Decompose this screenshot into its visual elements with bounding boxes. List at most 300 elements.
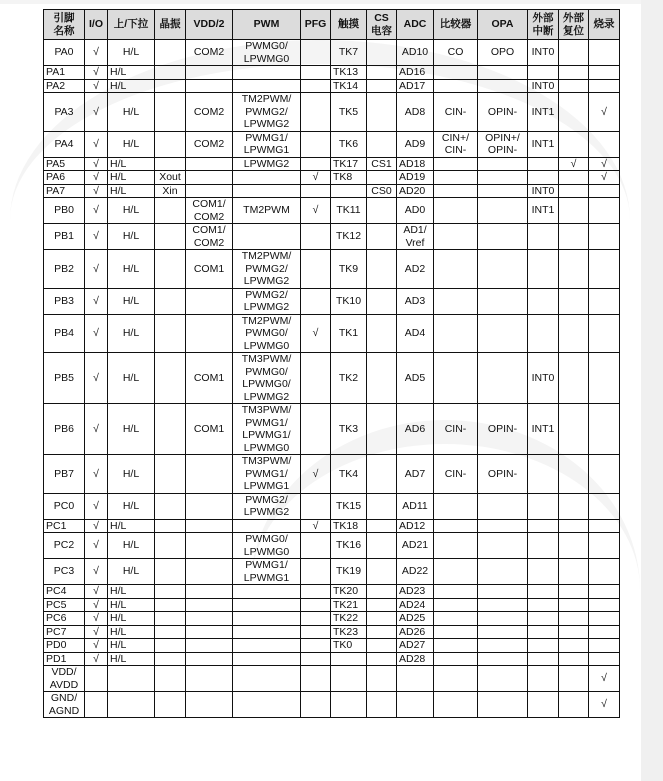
- cell-external-interrupt: [528, 533, 559, 559]
- cell-opa: [478, 692, 528, 718]
- page-top-margin: [0, 0, 663, 4]
- cell-pin-name: PA6: [44, 171, 85, 185]
- cell-opa: [478, 184, 528, 198]
- column-header-io: I/O: [85, 10, 108, 40]
- cell-programming: [589, 585, 620, 599]
- cell-programming: [589, 598, 620, 612]
- cell-external-reset: [559, 612, 589, 626]
- cell-io: √: [85, 639, 108, 653]
- cell-crystal: [155, 288, 186, 314]
- cell-pull-up-down: H/L: [108, 131, 155, 157]
- cell-pull-up-down: [108, 692, 155, 718]
- cell-adc: AD26: [397, 625, 434, 639]
- cell-external-interrupt: [528, 66, 559, 80]
- cell-crystal: [155, 224, 186, 250]
- cell-pwm: TM3PWM/ PWMG1/ LPWMG1/ LPWMG0: [233, 404, 301, 455]
- cell-programming: [589, 625, 620, 639]
- cell-pfg: √: [301, 455, 331, 494]
- cell-external-reset: [559, 639, 589, 653]
- cell-io: √: [85, 131, 108, 157]
- cell-vdd-half: [186, 652, 233, 666]
- cell-comparator: [434, 66, 478, 80]
- cell-pin-name: PB0: [44, 198, 85, 224]
- cell-crystal: [155, 131, 186, 157]
- cell-adc: AD3: [397, 288, 434, 314]
- cell-io: √: [85, 157, 108, 171]
- cell-external-interrupt: [528, 639, 559, 653]
- cell-crystal: [155, 598, 186, 612]
- cell-crystal: [155, 198, 186, 224]
- cell-crystal: [155, 559, 186, 585]
- cell-touch: TK18: [331, 519, 367, 533]
- cell-touch: [331, 666, 367, 692]
- cell-touch: TK6: [331, 131, 367, 157]
- cell-touch: TK14: [331, 79, 367, 93]
- cell-external-interrupt: [528, 224, 559, 250]
- cell-opa: [478, 625, 528, 639]
- cell-touch: TK12: [331, 224, 367, 250]
- cell-pull-up-down: H/L: [108, 40, 155, 66]
- cell-cs-capacitor: [367, 559, 397, 585]
- cell-pin-name: PC0: [44, 493, 85, 519]
- cell-external-interrupt: INT0: [528, 40, 559, 66]
- cell-comparator: [434, 250, 478, 289]
- cell-cs-capacitor: [367, 692, 397, 718]
- cell-touch: TK23: [331, 625, 367, 639]
- cell-touch: TK20: [331, 585, 367, 599]
- cell-external-reset: [559, 353, 589, 404]
- cell-crystal: [155, 652, 186, 666]
- cell-comparator: [434, 519, 478, 533]
- table-row: [44, 519, 620, 533]
- cell-programming: [589, 184, 620, 198]
- cell-cs-capacitor: [367, 404, 397, 455]
- column-header-pull-up-down: 上/下拉: [108, 10, 155, 40]
- column-header-external-interrupt: 外部 中断: [528, 10, 559, 40]
- cell-pin-name: PC6: [44, 612, 85, 626]
- cell-pin-name: PB3: [44, 288, 85, 314]
- cell-vdd-half: [186, 598, 233, 612]
- cell-io: √: [85, 198, 108, 224]
- table-row: [44, 353, 620, 404]
- cell-io: [85, 692, 108, 718]
- cell-pwm: [233, 612, 301, 626]
- cell-cs-capacitor: [367, 198, 397, 224]
- cell-opa: [478, 666, 528, 692]
- cell-external-reset: [559, 184, 589, 198]
- cell-pin-name: PB1: [44, 224, 85, 250]
- cell-pull-up-down: H/L: [108, 79, 155, 93]
- cell-adc: AD23: [397, 585, 434, 599]
- cell-pfg: [301, 652, 331, 666]
- cell-adc: AD9: [397, 131, 434, 157]
- cell-pwm: [233, 224, 301, 250]
- cell-touch: TK3: [331, 404, 367, 455]
- cell-programming: [589, 404, 620, 455]
- cell-adc: AD19: [397, 171, 434, 185]
- table-header-row: [44, 10, 620, 40]
- cell-pfg: [301, 493, 331, 519]
- cell-pfg: √: [301, 314, 331, 353]
- cell-pwm: PWMG1/ LPWMG1: [233, 131, 301, 157]
- cell-touch: TK9: [331, 250, 367, 289]
- cell-pull-up-down: H/L: [108, 404, 155, 455]
- table-row: [44, 314, 620, 353]
- cell-io: √: [85, 625, 108, 639]
- cell-external-interrupt: [528, 666, 559, 692]
- cell-pin-name: PA7: [44, 184, 85, 198]
- column-header-cs-capacitor: CS 电容: [367, 10, 397, 40]
- cell-io: [85, 666, 108, 692]
- cell-comparator: CO: [434, 40, 478, 66]
- cell-pfg: [301, 585, 331, 599]
- cell-external-interrupt: [528, 625, 559, 639]
- cell-opa: [478, 598, 528, 612]
- cell-comparator: [434, 314, 478, 353]
- cell-external-reset: [559, 288, 589, 314]
- cell-cs-capacitor: [367, 666, 397, 692]
- cell-cs-capacitor: [367, 93, 397, 132]
- cell-pin-name: PB7: [44, 455, 85, 494]
- cell-pfg: [301, 404, 331, 455]
- cell-programming: [589, 353, 620, 404]
- column-header-external-reset: 外部 复位: [559, 10, 589, 40]
- cell-pfg: [301, 79, 331, 93]
- cell-pin-name: PA3: [44, 93, 85, 132]
- cell-comparator: CIN+/ CIN-: [434, 131, 478, 157]
- cell-opa: OPIN+/ OPIN-: [478, 131, 528, 157]
- cell-adc: AD2: [397, 250, 434, 289]
- cell-comparator: [434, 533, 478, 559]
- table-row: [44, 131, 620, 157]
- cell-programming: [589, 250, 620, 289]
- cell-cs-capacitor: [367, 652, 397, 666]
- cell-pull-up-down: H/L: [108, 625, 155, 639]
- cell-external-interrupt: [528, 692, 559, 718]
- cell-pfg: [301, 131, 331, 157]
- table-row: [44, 288, 620, 314]
- cell-vdd-half: [186, 559, 233, 585]
- cell-io: √: [85, 493, 108, 519]
- cell-pin-name: PA0: [44, 40, 85, 66]
- cell-io: √: [85, 612, 108, 626]
- cell-opa: OPIN-: [478, 404, 528, 455]
- cell-opa: [478, 250, 528, 289]
- cell-opa: OPIN-: [478, 93, 528, 132]
- cell-pwm: LPWMG2: [233, 157, 301, 171]
- cell-vdd-half: [186, 585, 233, 599]
- cell-pfg: [301, 559, 331, 585]
- cell-pull-up-down: H/L: [108, 585, 155, 599]
- table-row: [44, 639, 620, 653]
- cell-pfg: [301, 353, 331, 404]
- table-row: [44, 93, 620, 132]
- cell-pin-name: PA1: [44, 66, 85, 80]
- cell-adc: AD25: [397, 612, 434, 626]
- cell-opa: [478, 157, 528, 171]
- cell-comparator: [434, 184, 478, 198]
- cell-comparator: [434, 171, 478, 185]
- cell-touch: [331, 692, 367, 718]
- cell-pin-name: GND/ AGND: [44, 692, 85, 718]
- cell-opa: [478, 224, 528, 250]
- cell-external-interrupt: [528, 559, 559, 585]
- cell-opa: [478, 519, 528, 533]
- cell-programming: [589, 314, 620, 353]
- cell-opa: [478, 198, 528, 224]
- cell-comparator: [434, 666, 478, 692]
- cell-vdd-half: COM1/ COM2: [186, 198, 233, 224]
- cell-programming: [589, 79, 620, 93]
- cell-programming: [589, 519, 620, 533]
- cell-crystal: Xin: [155, 184, 186, 198]
- cell-external-reset: [559, 692, 589, 718]
- column-header-comparator: 比较器: [434, 10, 478, 40]
- cell-pull-up-down: H/L: [108, 519, 155, 533]
- cell-external-interrupt: [528, 157, 559, 171]
- cell-comparator: [434, 493, 478, 519]
- table-row: [44, 455, 620, 494]
- cell-vdd-half: [186, 493, 233, 519]
- cell-pull-up-down: H/L: [108, 559, 155, 585]
- cell-vdd-half: COM2: [186, 93, 233, 132]
- cell-external-interrupt: [528, 519, 559, 533]
- cell-pin-name: PA5: [44, 157, 85, 171]
- cell-pfg: [301, 612, 331, 626]
- cell-opa: [478, 171, 528, 185]
- cell-pin-name: PC2: [44, 533, 85, 559]
- cell-opa: [478, 79, 528, 93]
- cell-pin-name: PB4: [44, 314, 85, 353]
- cell-io: √: [85, 93, 108, 132]
- cell-pin-name: PC7: [44, 625, 85, 639]
- cell-crystal: [155, 66, 186, 80]
- cell-adc: AD4: [397, 314, 434, 353]
- cell-comparator: CIN-: [434, 404, 478, 455]
- cell-pull-up-down: H/L: [108, 157, 155, 171]
- cell-pwm: PWMG2/ LPWMG2: [233, 493, 301, 519]
- cell-pull-up-down: H/L: [108, 598, 155, 612]
- cell-crystal: [155, 533, 186, 559]
- cell-external-interrupt: [528, 493, 559, 519]
- cell-pfg: √: [301, 198, 331, 224]
- cell-io: √: [85, 404, 108, 455]
- cell-io: √: [85, 559, 108, 585]
- cell-comparator: [434, 612, 478, 626]
- cell-crystal: [155, 250, 186, 289]
- cell-pull-up-down: H/L: [108, 224, 155, 250]
- cell-programming: [589, 288, 620, 314]
- column-header-pin-name: 引脚 名称: [44, 10, 85, 40]
- cell-pwm: [233, 519, 301, 533]
- table-row: [44, 598, 620, 612]
- cell-opa: [478, 612, 528, 626]
- cell-pwm: [233, 639, 301, 653]
- cell-programming: √: [589, 692, 620, 718]
- table-row: [44, 250, 620, 289]
- cell-cs-capacitor: CS0: [367, 184, 397, 198]
- cell-io: √: [85, 40, 108, 66]
- cell-pin-name: PA4: [44, 131, 85, 157]
- cell-pwm: PWMG2/ LPWMG2: [233, 288, 301, 314]
- column-header-crystal: 晶振: [155, 10, 186, 40]
- cell-vdd-half: COM1/ COM2: [186, 224, 233, 250]
- cell-pfg: [301, 533, 331, 559]
- cell-external-reset: [559, 455, 589, 494]
- cell-touch: TK8: [331, 171, 367, 185]
- cell-pull-up-down: H/L: [108, 288, 155, 314]
- cell-io: √: [85, 288, 108, 314]
- cell-pin-name: VDD/ AVDD: [44, 666, 85, 692]
- column-header-pfg: PFG: [301, 10, 331, 40]
- cell-crystal: [155, 519, 186, 533]
- cell-pwm: PWMG0/ LPWMG0: [233, 533, 301, 559]
- table-row: [44, 157, 620, 171]
- cell-opa: [478, 585, 528, 599]
- cell-external-reset: [559, 66, 589, 80]
- cell-touch: TK5: [331, 93, 367, 132]
- cell-crystal: [155, 493, 186, 519]
- cell-pull-up-down: H/L: [108, 250, 155, 289]
- cell-comparator: [434, 598, 478, 612]
- cell-comparator: [434, 652, 478, 666]
- cell-programming: [589, 198, 620, 224]
- cell-vdd-half: [186, 533, 233, 559]
- cell-adc: AD10: [397, 40, 434, 66]
- cell-external-interrupt: INT1: [528, 131, 559, 157]
- cell-pull-up-down: H/L: [108, 639, 155, 653]
- cell-pwm: TM2PWM/ PWMG2/ LPWMG2: [233, 250, 301, 289]
- cell-comparator: [434, 559, 478, 585]
- cell-comparator: [434, 198, 478, 224]
- cell-adc: AD20: [397, 184, 434, 198]
- cell-io: √: [85, 353, 108, 404]
- cell-pwm: [233, 692, 301, 718]
- cell-pwm: [233, 66, 301, 80]
- cell-cs-capacitor: [367, 288, 397, 314]
- pin-function-table: [43, 9, 620, 718]
- cell-io: √: [85, 455, 108, 494]
- cell-vdd-half: COM1: [186, 353, 233, 404]
- cell-pwm: [233, 171, 301, 185]
- cell-pull-up-down: H/L: [108, 198, 155, 224]
- cell-cs-capacitor: [367, 519, 397, 533]
- cell-pfg: [301, 666, 331, 692]
- cell-pwm: [233, 625, 301, 639]
- cell-opa: [478, 66, 528, 80]
- cell-vdd-half: COM2: [186, 131, 233, 157]
- table-row: [44, 66, 620, 80]
- cell-cs-capacitor: [367, 40, 397, 66]
- cell-programming: √: [589, 171, 620, 185]
- cell-pin-name: PD0: [44, 639, 85, 653]
- cell-io: √: [85, 598, 108, 612]
- cell-vdd-half: COM2: [186, 40, 233, 66]
- column-header-pwm: PWM: [233, 10, 301, 40]
- cell-vdd-half: [186, 639, 233, 653]
- cell-io: √: [85, 652, 108, 666]
- cell-comparator: [434, 692, 478, 718]
- cell-opa: [478, 652, 528, 666]
- cell-pull-up-down: H/L: [108, 533, 155, 559]
- cell-pwm: TM2PWM/ PWMG2/ LPWMG2: [233, 93, 301, 132]
- column-header-programming: 烧录: [589, 10, 620, 40]
- cell-pwm: TM3PWM/ PWMG1/ LPWMG1: [233, 455, 301, 494]
- cell-pwm: [233, 598, 301, 612]
- cell-pin-name: PD1: [44, 652, 85, 666]
- cell-touch: TK21: [331, 598, 367, 612]
- cell-programming: [589, 493, 620, 519]
- cell-pwm: [233, 79, 301, 93]
- cell-io: √: [85, 585, 108, 599]
- cell-programming: [589, 455, 620, 494]
- cell-external-reset: [559, 40, 589, 66]
- cell-opa: OPO: [478, 40, 528, 66]
- cell-pin-name: PB6: [44, 404, 85, 455]
- cell-pfg: [301, 625, 331, 639]
- cell-vdd-half: [186, 692, 233, 718]
- cell-pfg: [301, 93, 331, 132]
- cell-programming: [589, 533, 620, 559]
- cell-adc: AD18: [397, 157, 434, 171]
- cell-comparator: [434, 625, 478, 639]
- cell-touch: TK1: [331, 314, 367, 353]
- cell-external-interrupt: [528, 171, 559, 185]
- cell-crystal: [155, 93, 186, 132]
- cell-cs-capacitor: [367, 250, 397, 289]
- cell-external-interrupt: INT1: [528, 198, 559, 224]
- cell-touch: TK11: [331, 198, 367, 224]
- cell-pull-up-down: [108, 666, 155, 692]
- cell-external-reset: [559, 493, 589, 519]
- cell-cs-capacitor: [367, 171, 397, 185]
- cell-pwm: TM2PWM: [233, 198, 301, 224]
- cell-pull-up-down: H/L: [108, 493, 155, 519]
- cell-adc: AD27: [397, 639, 434, 653]
- cell-pin-name: PC1: [44, 519, 85, 533]
- cell-external-interrupt: [528, 585, 559, 599]
- cell-external-interrupt: INT1: [528, 93, 559, 132]
- cell-adc: AD6: [397, 404, 434, 455]
- cell-crystal: [155, 625, 186, 639]
- cell-pwm: TM2PWM/ PWMG0/ LPWMG0: [233, 314, 301, 353]
- cell-io: √: [85, 171, 108, 185]
- cell-pfg: [301, 157, 331, 171]
- cell-touch: TK13: [331, 66, 367, 80]
- column-header-touch: 触摸: [331, 10, 367, 40]
- cell-vdd-half: COM1: [186, 250, 233, 289]
- cell-vdd-half: [186, 455, 233, 494]
- cell-adc: AD28: [397, 652, 434, 666]
- cell-adc: AD1/ Vref: [397, 224, 434, 250]
- cell-pfg: [301, 692, 331, 718]
- cell-comparator: [434, 353, 478, 404]
- cell-external-interrupt: [528, 598, 559, 612]
- cell-crystal: [155, 585, 186, 599]
- cell-comparator: CIN-: [434, 455, 478, 494]
- cell-vdd-half: [186, 171, 233, 185]
- table-row: [44, 533, 620, 559]
- cell-cs-capacitor: [367, 612, 397, 626]
- cell-adc: AD21: [397, 533, 434, 559]
- cell-external-interrupt: INT1: [528, 404, 559, 455]
- cell-touch: TK17: [331, 157, 367, 171]
- table-row: [44, 171, 620, 185]
- cell-external-reset: [559, 93, 589, 132]
- cell-cs-capacitor: [367, 455, 397, 494]
- cell-external-reset: [559, 519, 589, 533]
- table-row: [44, 585, 620, 599]
